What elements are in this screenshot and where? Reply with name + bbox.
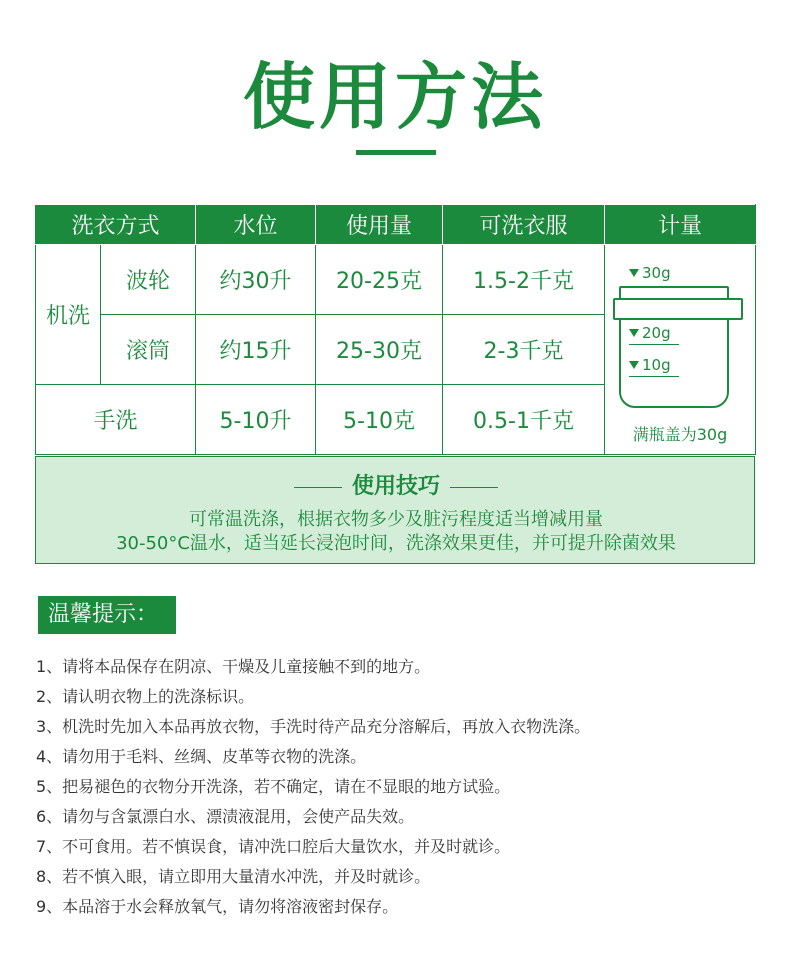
- list-item: 9、本品溶于水会释放氧气，请勿将溶液密封保存。: [36, 897, 399, 916]
- wash-type: 波轮: [101, 245, 196, 315]
- notice-badge: 温馨提示：: [38, 596, 176, 634]
- mark-30g: 30g: [629, 264, 671, 282]
- header-clothes: 可洗衣服: [443, 205, 605, 245]
- water-level: 约30升: [196, 245, 316, 315]
- water-level: 约15升: [196, 315, 316, 385]
- page-title: 使用方法: [242, 55, 547, 139]
- triangle-down-icon: [629, 329, 639, 337]
- header-dosage: 使用量: [316, 205, 443, 245]
- triangle-down-icon: [629, 361, 639, 369]
- measuring-cap-diagram: [605, 246, 755, 454]
- list-item: 2、请认明衣物上的洗涤标识。: [36, 687, 255, 706]
- tips-line: 可常温洗涤，根据衣物多少及脏污程度适当增减用量: [189, 509, 603, 530]
- measure-cell: [605, 245, 756, 455]
- header-wash-method: 洗衣方式: [36, 205, 196, 245]
- header-water-level: 水位: [196, 205, 316, 245]
- dosage: 20-25克: [316, 245, 443, 315]
- cap-rim-outline: [613, 298, 743, 320]
- mark-line: [629, 376, 679, 377]
- dosage: 25-30克: [316, 315, 443, 385]
- usage-table: [35, 204, 756, 455]
- mark-line: [629, 286, 679, 287]
- divider: [294, 487, 342, 488]
- list-item: 5、把易褪色的衣物分开洗涤，若不确定，请在不显眼的地方试验。: [36, 777, 511, 796]
- mark-20g: 20g: [629, 324, 671, 342]
- clothes-weight: 2-3千克: [443, 315, 605, 385]
- notice-list: [36, 655, 756, 925]
- title-underline: [356, 150, 436, 155]
- list-item: 4、请勿用于毛料、丝绸、皮革等衣物的洗涤。: [36, 747, 367, 766]
- wash-type: 滚筒: [101, 315, 196, 385]
- mark-line: [629, 344, 679, 345]
- list-item: 7、不可食用。若不慎误食，请冲洗口腔后大量饮水，并及时就诊。: [36, 837, 511, 856]
- clothes-weight: 1.5-2千克: [443, 245, 605, 315]
- list-item: 1、请将本品保存在阴凉、干燥及儿童接触不到的地方。: [36, 657, 431, 676]
- mark-10g: 10g: [629, 356, 671, 374]
- list-item: 6、请勿与含氯漂白水、漂渍液混用，会使产品失效。: [36, 807, 415, 826]
- wash-type: 手洗: [36, 385, 196, 455]
- tips-title: 使用技巧: [36, 469, 756, 500]
- tips-box: [35, 456, 755, 564]
- divider: [450, 487, 498, 488]
- water-level: 5-10升: [196, 385, 316, 455]
- dosage: 5-10克: [316, 385, 443, 455]
- list-item: 3、机洗时先加入本品再放衣物，手洗时待产品充分溶解后，再放入衣物洗涤。: [36, 717, 591, 736]
- measure-caption: 满瓶盖为30g: [632, 424, 728, 444]
- header-measure: 计量: [605, 205, 756, 245]
- table-header-row: [36, 205, 756, 245]
- triangle-down-icon: [629, 269, 639, 277]
- machine-wash-label: 机洗: [36, 245, 101, 385]
- clothes-weight: 0.5-1千克: [443, 385, 605, 455]
- list-item: 8、若不慎入眼，请立即用大量清水冲洗，并及时就诊。: [36, 867, 431, 886]
- tips-line: 30-50°C温水，适当延长浸泡时间，洗涤效果更佳，并可提升除菌效果: [116, 533, 676, 554]
- table-row: [36, 245, 756, 315]
